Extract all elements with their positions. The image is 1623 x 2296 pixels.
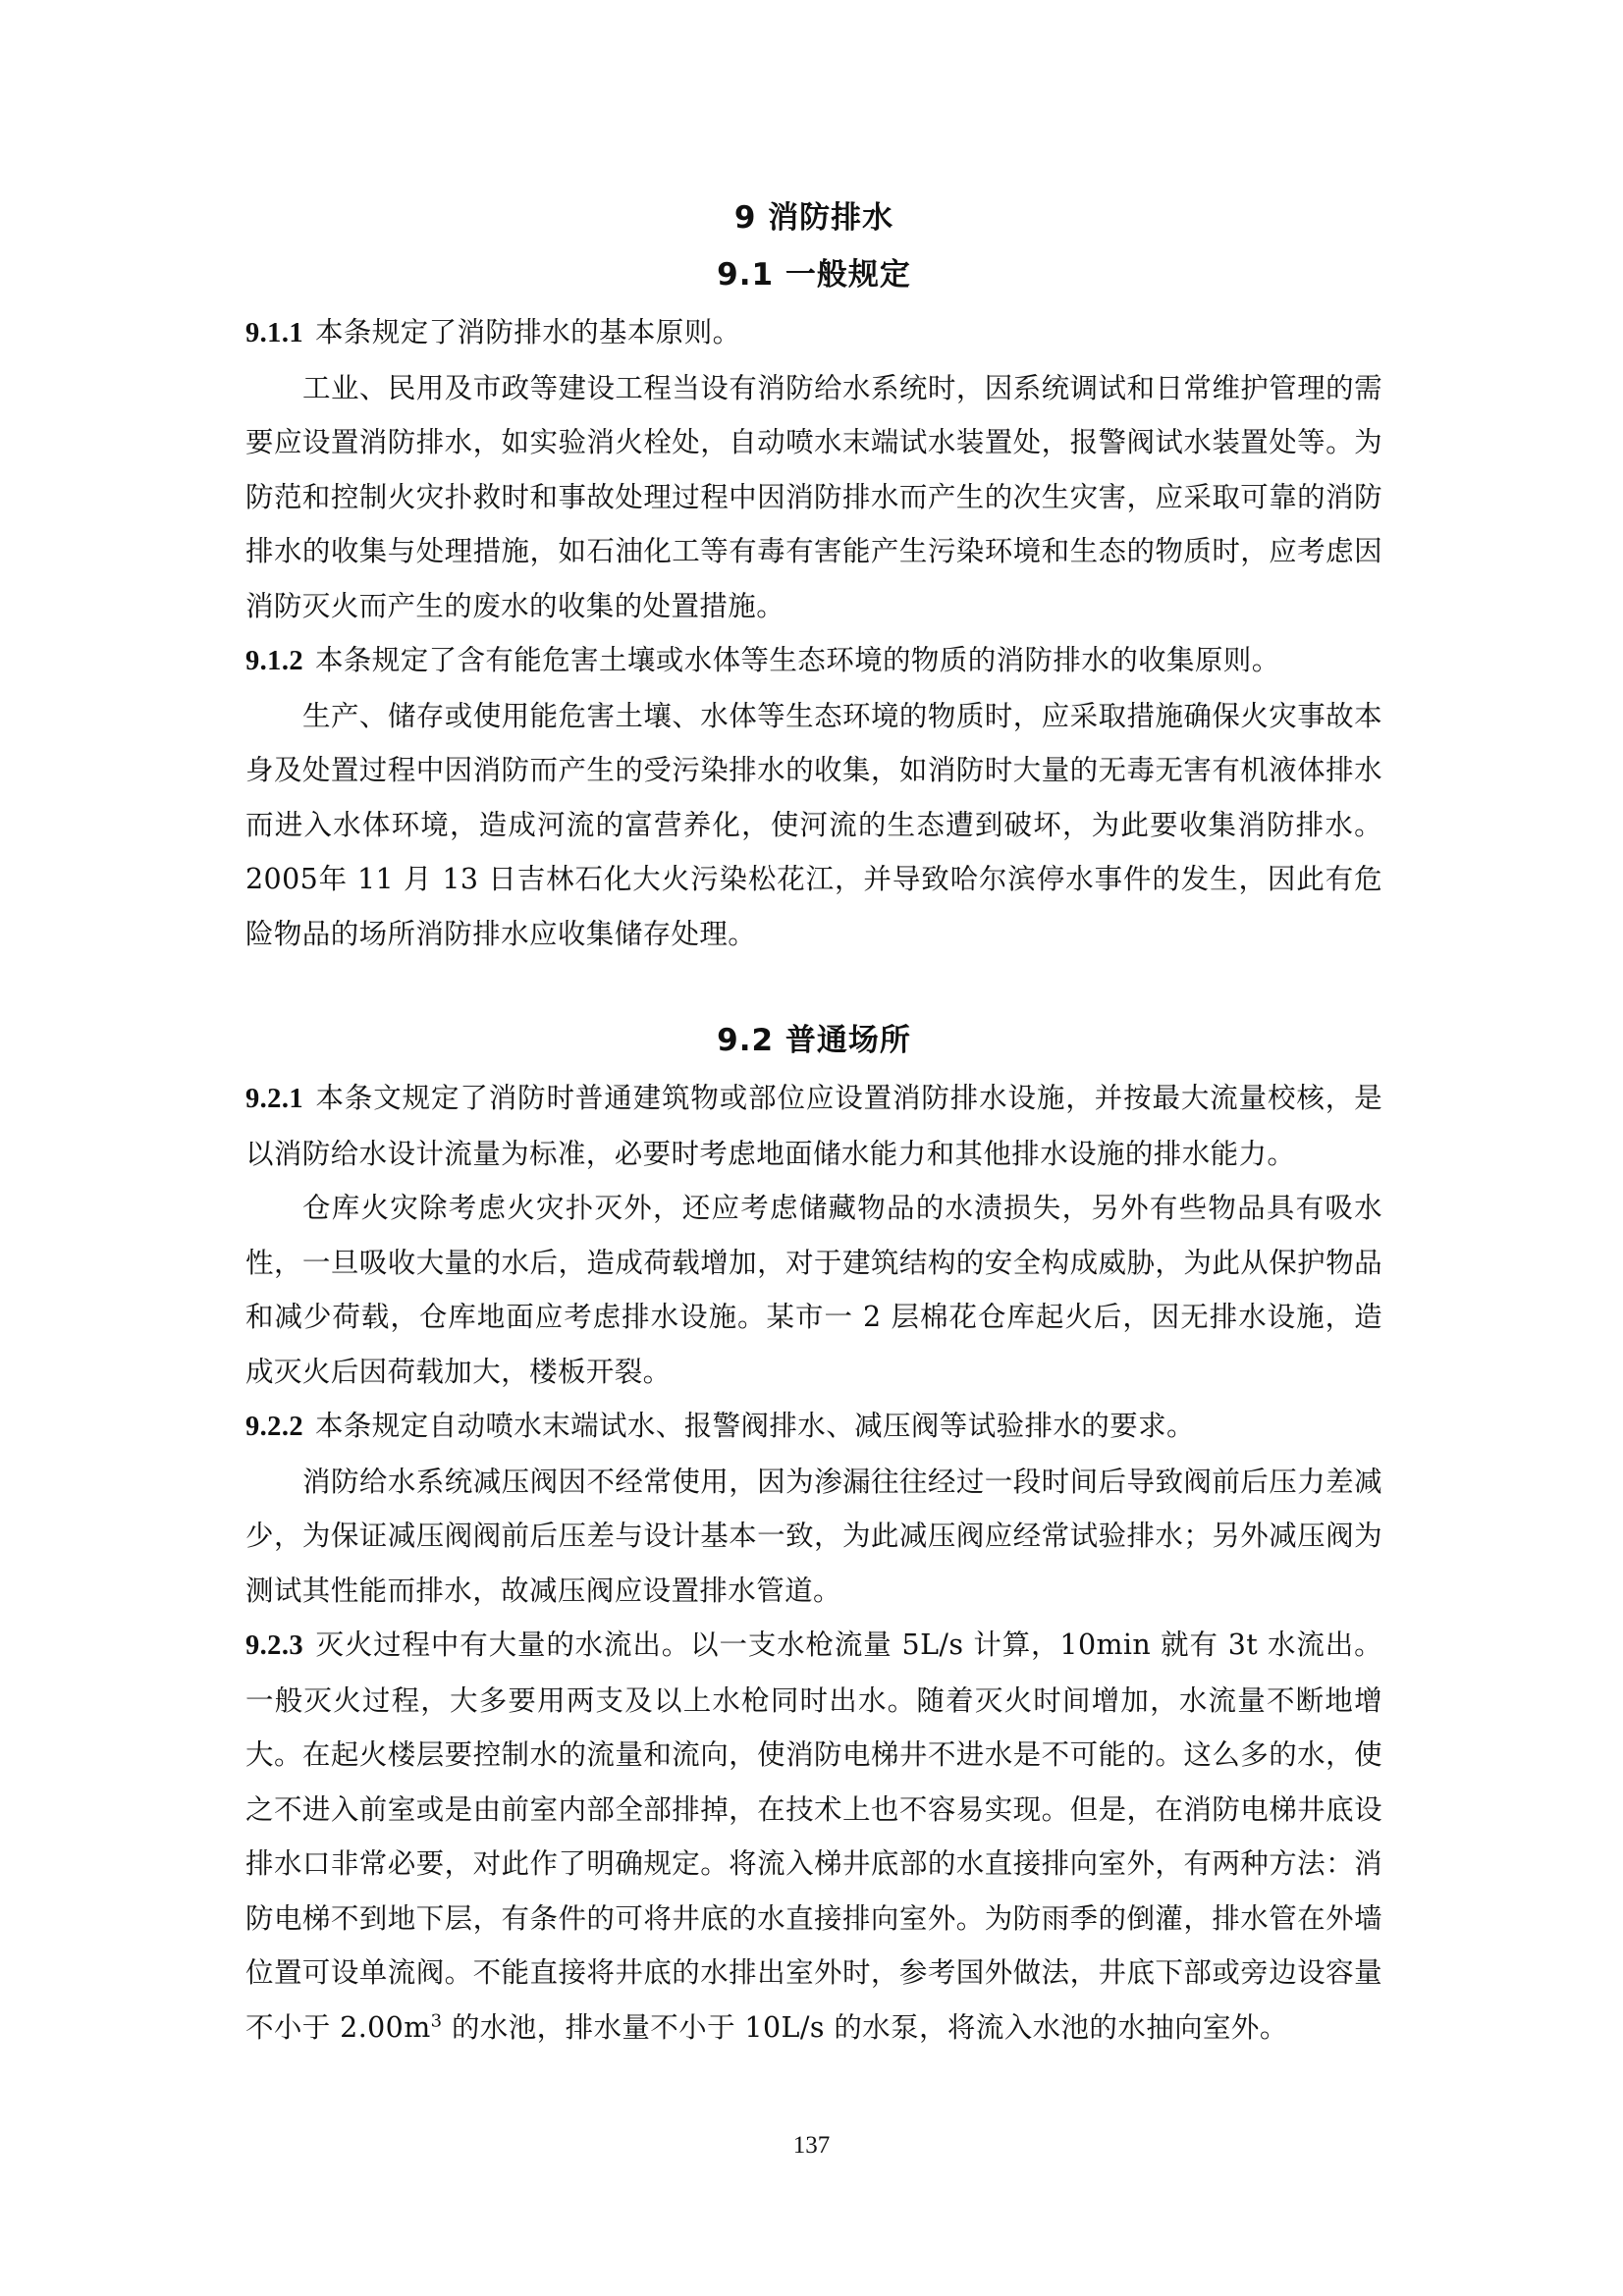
superscript-exponent: 3 <box>430 2010 443 2031</box>
clause-9-1-1 <box>245 305 1382 361</box>
clause-text: 灭火过程中有大量的水流出。以一支水枪流量 5L/s 计算，10min 就有 3t 水流出。一般灭火过程，大多要用两支及以上水枪同时出水。随着灭火时间增加，水流量不断地增大。在起火楼层要控制水的流量和流向，使消防电梯井不进水是不可能的。这么多的水，使之不进入前室或是由前室内部全部排掉，在技术上也不容易实现。但是，在消防电梯井底设排水口非常必要，对此作了明确规定。将流入梯井底部的水直接排向室外，有两种方法：消防电梯不到地下层，有条件的可将井底的水直接排向室外。为防雨季的倒灌，排水管在外墙位置可设单流阀。不能直接将井底的水排出室外时，参考国外做法，井底下部或旁边设容量不小于 2.00m <box>245 1629 1382 2044</box>
document-page <box>245 191 1382 2055</box>
clause-9-2-3 <box>245 1618 1382 2055</box>
clause-number: 9.1.2 <box>245 646 303 676</box>
clause-9-1-2 <box>245 633 1382 689</box>
clause-text: 本条文规定了消防时普通建筑物或部位应设置消防排水设施，并按最大流量校核，是以消防给水设计流量为标准，必要时考虑地面储水能力和其他排水设施的排水能力。 <box>245 1082 1382 1170</box>
clause-text-continued: 的水池，排水量不小于 10L/s 的水泵，将流入水池的水抽向室外。 <box>442 2010 1288 2044</box>
clause-9-2-2-explanation: 消防给水系统减压阀因不经常使用，因为渗漏往往经过一段时间后导致阀前后压力差减少，为保证减压阀阀前后压差与设计基本一致，为此减压阀应经常试验排水；另外减压阀为测试其性能而排水，故减压阀应设置排水管道。 <box>245 1465 1382 1607</box>
clause-9-2-2 <box>245 1399 1382 1455</box>
clause-9-1-2-explanation: 生产、储存或使用能危害土壤、水体等生态环境的物质时，应采取措施确保火灾事故本身及处置过程中因消防而产生的受污染排水的收集，如消防时大量的无毒无害有机液体排水而进入水体环境，造成河流的富营养化，使河流的生态遭到破坏，为此要收集消防排水。2005年 11 月 13 日吉林石化大火污染松花江，并导致哈尔滨停水事件的发生，因此有危险物品的场所消防排水应收集储存处理。 <box>245 699 1382 950</box>
clause-text: 本条规定了消防排水的基本原则。 <box>315 316 741 348</box>
section-9-1-title: 9.1 一般规定 <box>717 257 911 293</box>
clause-number: 9.2.2 <box>245 1412 303 1442</box>
clause-number: 9.1.1 <box>245 318 303 348</box>
page-number: 137 <box>792 2132 831 2159</box>
clause-text: 本条规定了含有能危害土壤或水体等生态环境的物质的消防排水的收集原则。 <box>315 644 1280 676</box>
clause-number: 9.2.1 <box>245 1084 303 1114</box>
clause-9-2-1 <box>245 1071 1382 1181</box>
clause-9-2-1-explanation: 仓库火灾除考虑火灾扑灭外，还应考虑储藏物品的水渍损失，另外有些物品具有吸水性，一旦吸收大量的水后，造成荷载增加，对于建筑结构的安全构成威胁，为此从保护物品和减少荷载，仓库地面应考虑排水设施。某市一 2 层棉花仓库起火后，因无排水设施，造成灭火后因荷载加大，楼板开裂。 <box>245 1192 1382 1388</box>
clause-9-1-1-explanation: 工业、民用及市政等建设工程当设有消防给水系统时，因系统调试和日常维护管理的需要应设置消防排水，如实验消火栓处，自动喷水末端试水装置处，报警阀试水装置处等。为防范和控制火灾扑救时和事故处理过程中因消防排水而产生的次生灾害，应采取可靠的消防排水的收集与处理措施，如石油化工等有毒有害能产生污染环境和生态的物质时，应考虑因消防灭火而产生的废水的收集的处置措施。 <box>245 371 1382 622</box>
section-9-2-title: 9.2 普通场所 <box>717 1023 911 1058</box>
clause-number: 9.2.3 <box>245 1630 303 1661</box>
chapter-title: 9 消防排水 <box>733 200 894 236</box>
clause-text: 本条规定自动喷水末端试水、报警阀排水、减压阀等试验排水的要求。 <box>315 1410 1195 1442</box>
